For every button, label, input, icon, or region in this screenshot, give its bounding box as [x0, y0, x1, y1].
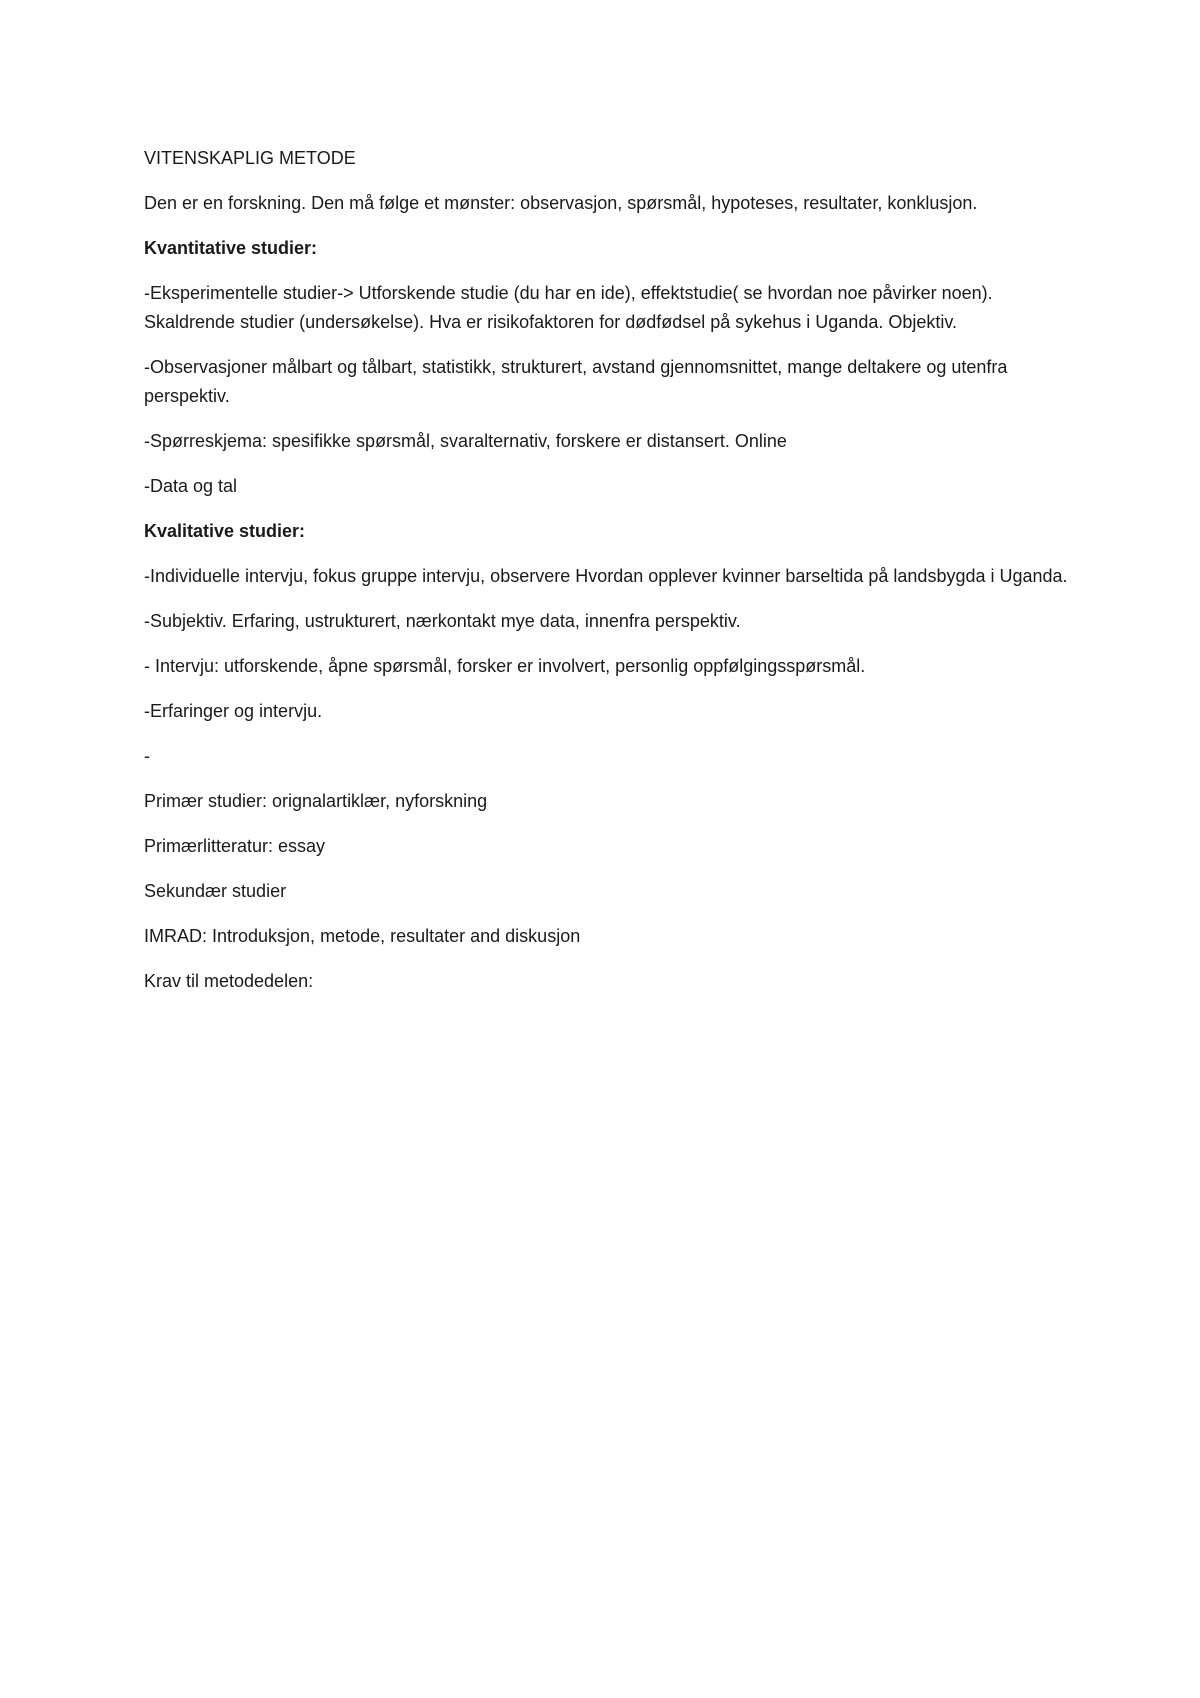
paragraph-primaer-studier: Primær studier: orignalartiklær, nyforskning [144, 791, 488, 811]
paragraph-intro: Den er en forskning. Den må følge et mønster: observasjon, spørsmål, hypoteses, resultater, konklusjon. [144, 193, 978, 213]
paragraph-primaerlitteratur: Primærlitteratur: essay [144, 836, 326, 856]
paragraph-sekundaer-studier: Sekundær studier [144, 881, 287, 901]
paragraph-sporreskjema: -Spørreskjema: spesifikke spørsmål, svaralternativ, forskere er distansert. Online [144, 431, 787, 451]
paragraph-dash: - [144, 746, 150, 766]
paragraph-observasjoner: -Observasjoner målbart og tålbart, statistikk, strukturert, avstand gjennomsnittet, mange deltakere og utenfra perspektiv. [144, 357, 1008, 406]
paragraph-subjektiv: -Subjektiv. Erfaring, ustrukturert, nærkontakt mye data, innenfra perspektiv. [144, 611, 741, 631]
document-title: VITENSKAPLIG METODE [144, 148, 356, 168]
paragraph-eksperimentelle: -Eksperimentelle studier-> Utforskende studie (du har en ide), effektstudie( se hvordan noe påvirker noen). Skaldrende studier (undersøkelse). Hva er risikofaktoren for dødfødsel på sykehus i Uganda. Objektiv. [144, 283, 993, 332]
paragraph-imrad: IMRAD: Introduksjon, metode, resultater and diskusjon [144, 926, 581, 946]
heading-kvantitative: Kvantitative studier: [144, 238, 318, 258]
paragraph-erfaringer: -Erfaringer og intervju. [144, 701, 323, 721]
heading-kvalitative: Kvalitative studier: [144, 521, 306, 541]
paragraph-intervju: - Intervju: utforskende, åpne spørsmål, forsker er involvert, personlig oppfølgingsspørsmål. [144, 656, 866, 676]
paragraph-individuelle-intervju: -Individuelle intervju, fokus gruppe intervju, observere Hvordan opplever kvinner barseltida på landsbygda i Uganda. [144, 566, 1068, 586]
document-body [144, 144, 1074, 1012]
paragraph-krav: Krav til metodedelen: [144, 971, 314, 991]
paragraph-data-og-tal: -Data og tal [144, 476, 238, 496]
